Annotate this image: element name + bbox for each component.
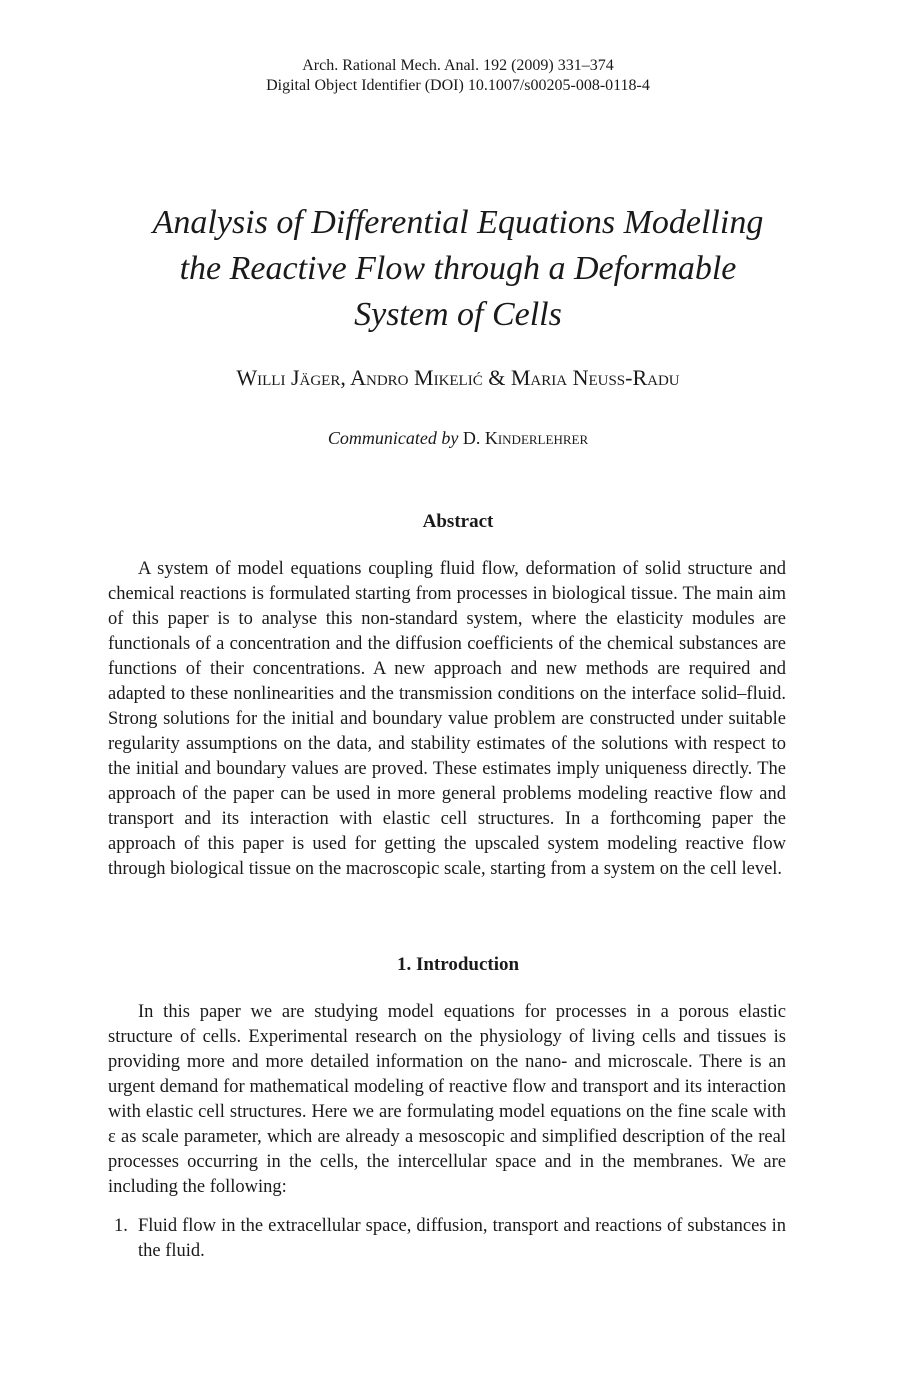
communicated-label: Communicated by	[327, 428, 459, 448]
introduction-heading: 1. Introduction	[396, 954, 520, 975]
introduction-paragraph: In this paper we are studying model equations for processes in a porous elastic structure of cells. Experimental research on the physiology of living cells and tissues is providing more and more detailed information on the nano- and microscale. There is an urgent demand for mathematical modeling of reactive flow and transport and its interaction with elastic cell structures. Here we are formulating model equations on the fine scale with ε as scale parameter, which are already a mesoscopic and simplified description of the real processes occurring in the cells, the intercellular space and in the membranes. We are including the following:	[108, 1002, 786, 1197]
abstract-paragraph: A system of model equations coupling fluid flow, deformation of solid structure and chemical reactions is formulated starting from processes in biological tissue. The main aim of this paper is to analyse this non-standard system, where the elasticity modules are functionals of a concentration and the diffusion coefficients of the chemical substances are functions of their concentrations. A new approach and new methods are required and adapted to these nonlinearities and the transmission conditions on the interface solid–fluid. Strong solutions for the initial and boundary value problem are constructed under suitable regularity assumptions on the data, and stability estimates of the solutions with respect to the initial and boundary values are proved. These estimates imply uniqueness directly. The approach of the paper can be used in more general problems modeling reactive flow and transport and its interaction with elastic cell structures. In a forthcoming paper the approach of this paper is used for getting the upscaled system modeling reactive flow through biological tissue on the macroscopic scale, starting from a system on the cell level.	[108, 559, 786, 879]
title-line-1: Analysis of Differential Equations Modelling	[152, 204, 764, 241]
title-line-2: the Reactive Flow through a Deformable	[179, 250, 737, 287]
abstract-heading: Abstract	[422, 511, 494, 532]
author-list: Willi Jäger, Andro Mikelić & Maria Neuss-Radu	[236, 365, 680, 390]
paper-title	[108, 200, 808, 338]
list-item	[108, 1214, 786, 1264]
list-item-text: Fluid flow in the extracellular space, diffusion, transport and reactions of substances in the fluid.	[138, 1216, 786, 1261]
doi-line: Digital Object Identifier (DOI) 10.1007/s00205-008-0118-4	[266, 77, 650, 94]
communicated-by	[0, 426, 916, 450]
numbered-list	[108, 1214, 786, 1264]
list-item-number: 1.	[114, 1216, 128, 1236]
journal-citation: Arch. Rational Mech. Anal. 192 (2009) 331–374	[302, 57, 614, 74]
title-line-3: System of Cells	[354, 296, 562, 333]
communicator-name: D. Kinderlehrer	[462, 428, 589, 448]
journal-header	[0, 56, 916, 96]
